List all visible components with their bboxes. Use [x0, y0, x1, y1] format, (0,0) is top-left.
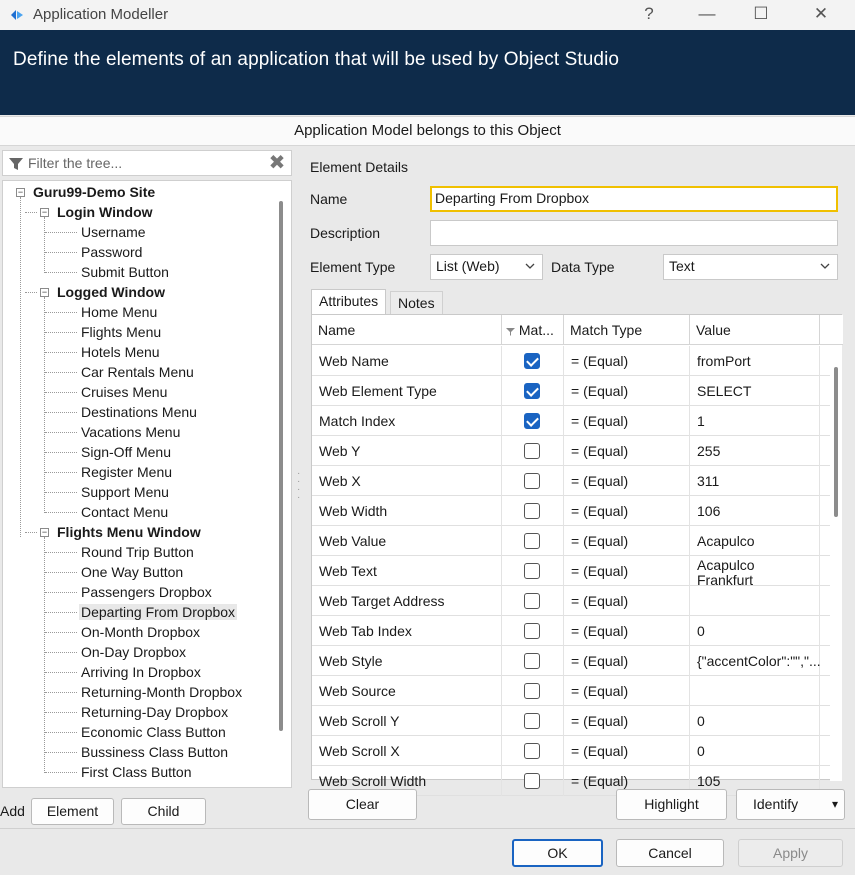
cell-match-type[interactable]: = (Equal) [564, 556, 690, 586]
cell-name: Web Scroll X [312, 736, 502, 766]
collapse-icon[interactable]: − [41, 527, 48, 537]
cell-value[interactable]: 255 [690, 436, 820, 466]
cell-name: Web Y [312, 436, 502, 466]
cell-match [502, 496, 564, 526]
cell-name: Web Source [312, 676, 502, 706]
tab-attributes[interactable]: Attributes [311, 289, 386, 315]
cell-name: Web Scroll Y [312, 706, 502, 736]
minimize-button[interactable]: — [698, 4, 716, 23]
cell-match-type[interactable]: = (Equal) [564, 766, 690, 796]
dropdown-arrow-icon[interactable]: ▾ [831, 797, 838, 811]
tree-item[interactable]: Username [81, 224, 146, 240]
ok-button[interactable]: OK [512, 839, 603, 867]
match-checkbox[interactable] [524, 563, 540, 579]
identify-button[interactable] [736, 789, 845, 820]
cell-match [502, 556, 564, 586]
match-checkbox[interactable] [524, 593, 540, 609]
description-field[interactable] [430, 220, 838, 246]
match-checkbox[interactable] [524, 743, 540, 759]
cell-name: Web Width [312, 496, 502, 526]
cell-match [502, 676, 564, 706]
cell-name: Web Element Type [312, 376, 502, 406]
tree-scrollbar[interactable] [279, 201, 283, 731]
table-row[interactable] [312, 436, 830, 466]
cell-value[interactable]: Acapulco [690, 526, 820, 556]
tree-item[interactable]: Round Trip Button [81, 544, 194, 560]
table-row[interactable] [312, 706, 830, 736]
belongs-to-object-link[interactable]: Application Model belongs to this Object [0, 116, 855, 146]
cell-value[interactable]: 106 [690, 496, 820, 526]
add-label: Add [0, 803, 25, 819]
add-element-button[interactable]: Element [31, 798, 114, 825]
help-button[interactable]: ? [644, 4, 654, 23]
cell-value[interactable]: 1 [690, 406, 820, 436]
collapse-icon[interactable]: − [41, 287, 48, 297]
tree-item[interactable]: Support Menu [81, 484, 169, 500]
cell-match-type[interactable]: = (Equal) [564, 406, 690, 436]
cell-name: Match Index [312, 406, 502, 436]
cell-value[interactable] [690, 676, 820, 706]
cell-name: Web Target Address [312, 586, 502, 616]
tree-item[interactable]: Destinations Menu [81, 404, 197, 420]
cell-value[interactable]: 105 [690, 766, 820, 796]
table-row[interactable] [312, 556, 830, 586]
tree-item[interactable]: Home Menu [81, 304, 158, 320]
chevron-down-icon [819, 260, 831, 272]
cell-value[interactable]: 311 [690, 466, 820, 496]
identify-label: Identify [753, 796, 799, 812]
tree-item[interactable]: On-Month Dropbox [81, 624, 201, 640]
tree-item[interactable]: On-Day Dropbox [81, 644, 187, 660]
match-checkbox[interactable] [524, 473, 540, 489]
table-row[interactable] [312, 466, 830, 496]
tree-item[interactable]: Submit Button [81, 264, 169, 280]
element-type-label: Element Type [310, 259, 396, 275]
cell-match-type[interactable]: = (Equal) [564, 676, 690, 706]
match-checkbox[interactable] [524, 713, 540, 729]
tree-item[interactable]: Car Rentals Menu [81, 364, 194, 380]
cell-value[interactable] [690, 586, 820, 616]
cell-match [502, 406, 564, 436]
match-checkbox[interactable] [524, 413, 540, 429]
tree-group-login-window[interactable]: Login Window [57, 204, 153, 220]
column-match-label: Mat... [518, 322, 554, 338]
filter-icon [8, 156, 24, 172]
data-type-value: Text [669, 258, 695, 274]
tree-item[interactable]: Cruises Menu [81, 384, 168, 400]
add-child-button[interactable]: Child [121, 798, 206, 825]
cell-match [502, 346, 564, 376]
clear-filter-icon[interactable]: ✖ [268, 152, 286, 174]
match-checkbox[interactable] [524, 443, 540, 459]
tree-item[interactable]: Vacations Menu [81, 424, 181, 440]
grid-scrollbar[interactable] [830, 345, 842, 781]
cell-value[interactable]: fromPort [690, 346, 820, 376]
match-checkbox[interactable] [524, 683, 540, 699]
banner-text: Define the elements of an application that will be used by Object Studio [13, 49, 620, 70]
title-bar [0, 0, 855, 30]
tree-item-selected[interactable]: Departing From Dropbox [81, 604, 236, 620]
tree-group-flights-menu-window[interactable]: Flights Menu Window [57, 524, 201, 540]
table-row[interactable] [312, 346, 830, 376]
filter-icon [506, 327, 515, 336]
cell-match-type[interactable]: = (Equal) [564, 736, 690, 766]
cell-match [502, 466, 564, 496]
close-button[interactable]: ✕ [813, 4, 829, 23]
cell-name: Web Value [312, 526, 502, 556]
tree-item[interactable]: Returning-Month Dropbox [81, 684, 243, 700]
table-row[interactable] [312, 676, 830, 706]
cell-name: Web Style [312, 646, 502, 676]
match-checkbox[interactable] [524, 533, 540, 549]
data-type-select[interactable] [663, 254, 838, 280]
tree-item[interactable]: Returning-Day Dropbox [81, 704, 229, 720]
tree-item[interactable]: Hotels Menu [81, 344, 160, 360]
cell-value[interactable]: {"accentColor":"","... [690, 646, 820, 676]
cell-match-type[interactable]: = (Equal) [564, 436, 690, 466]
match-checkbox[interactable] [524, 623, 540, 639]
tree-item[interactable]: Sign-Off Menu [81, 444, 172, 460]
cell-match-type[interactable]: = (Equal) [564, 526, 690, 556]
element-type-value: List (Web) [436, 258, 500, 274]
tree-item[interactable]: Register Menu [81, 464, 173, 480]
filter-input[interactable] [28, 154, 258, 172]
cell-match [502, 436, 564, 466]
tree-item[interactable]: Bussiness Class Button [81, 744, 229, 760]
cell-match-type[interactable]: = (Equal) [564, 346, 690, 376]
tree-item[interactable]: Contact Menu [81, 504, 169, 520]
cell-value[interactable]: 0 [690, 706, 820, 736]
table-row[interactable] [312, 526, 830, 556]
table-row[interactable] [312, 586, 830, 616]
header-banner [0, 30, 855, 115]
grid-header [312, 315, 843, 345]
name-label: Name [310, 191, 348, 207]
cell-match [502, 736, 564, 766]
table-row[interactable] [312, 736, 830, 766]
tree-item[interactable]: Password [81, 244, 143, 260]
cell-match [502, 586, 564, 616]
tree-root[interactable]: Guru99-Demo Site [33, 184, 156, 200]
match-checkbox[interactable] [524, 353, 540, 369]
cell-match-type[interactable]: = (Equal) [564, 706, 690, 736]
cancel-button[interactable]: Cancel [616, 839, 724, 867]
collapse-icon[interactable]: − [41, 207, 48, 217]
table-row[interactable] [312, 496, 830, 526]
cell-match-type[interactable]: = (Equal) [564, 376, 690, 406]
splitter-handle[interactable]: · · · · [297, 468, 301, 503]
cell-match-type[interactable]: = (Equal) [564, 586, 690, 616]
column-match[interactable] [502, 315, 564, 345]
cell-name: Web Scroll Width [312, 766, 502, 796]
cell-value[interactable]: 0 [690, 616, 820, 646]
grid-scroll-thumb[interactable] [834, 367, 838, 517]
match-checkbox[interactable] [524, 653, 540, 669]
tab-notes[interactable]: Notes [390, 291, 443, 314]
cell-match [502, 766, 564, 796]
cell-value[interactable]: 0 [690, 736, 820, 766]
table-row[interactable] [312, 616, 830, 646]
tree-group-logged-window[interactable]: Logged Window [57, 284, 165, 300]
cell-match-type[interactable]: = (Equal) [564, 496, 690, 526]
table-row[interactable] [312, 646, 830, 676]
tree-item[interactable]: Flights Menu [81, 324, 162, 340]
cell-name: Web Name [312, 346, 502, 376]
cell-name: Web Tab Index [312, 616, 502, 646]
description-label: Description [310, 225, 381, 241]
tree-item[interactable]: One Way Button [81, 564, 184, 580]
cell-name: Web Text [312, 556, 502, 586]
cell-match [502, 706, 564, 736]
cell-value[interactable]: SELECT [690, 376, 820, 406]
element-tree [2, 180, 292, 788]
app-icon [9, 7, 25, 23]
tree-item[interactable]: Economic Class Button [81, 724, 226, 740]
cell-match [502, 526, 564, 556]
collapse-icon[interactable]: − [17, 187, 24, 197]
element-details-heading: Element Details [310, 159, 409, 175]
cell-name: Web X [312, 466, 502, 496]
match-checkbox[interactable] [524, 773, 540, 789]
cell-match [502, 376, 564, 406]
match-checkbox[interactable] [524, 503, 540, 519]
tree-filter [2, 150, 292, 176]
table-row[interactable] [312, 376, 830, 406]
column-match-type[interactable]: Match Type [564, 315, 690, 345]
match-checkbox[interactable] [524, 383, 540, 399]
window-title: Application Modeller [33, 6, 169, 23]
tree-item[interactable]: Passengers Dropbox [81, 584, 212, 600]
cell-match-type[interactable]: = (Equal) [564, 466, 690, 496]
apply-button[interactable]: Apply [738, 839, 843, 867]
attributes-grid [311, 314, 842, 789]
cell-match-type[interactable]: = (Equal) [564, 616, 690, 646]
cell-match [502, 616, 564, 646]
name-field[interactable]: Departing From Dropbox [430, 186, 838, 212]
cell-match-type[interactable]: = (Equal) [564, 646, 690, 676]
data-type-label: Data Type [551, 259, 615, 275]
tree-item[interactable]: First Class Button [81, 764, 192, 780]
clear-button[interactable]: Clear [308, 789, 417, 820]
table-row[interactable] [312, 406, 830, 436]
cell-value[interactable]: Acapulco Frankfurt [690, 556, 820, 586]
column-value[interactable]: Value [690, 315, 820, 345]
column-name[interactable]: Name [312, 315, 502, 345]
highlight-button[interactable]: Highlight [616, 789, 727, 820]
maximize-button[interactable]: ☐ [753, 4, 769, 23]
cell-match [502, 646, 564, 676]
tree-item[interactable]: Arriving In Dropbox [81, 664, 201, 680]
chevron-down-icon [524, 260, 536, 272]
element-type-select[interactable] [430, 254, 543, 280]
